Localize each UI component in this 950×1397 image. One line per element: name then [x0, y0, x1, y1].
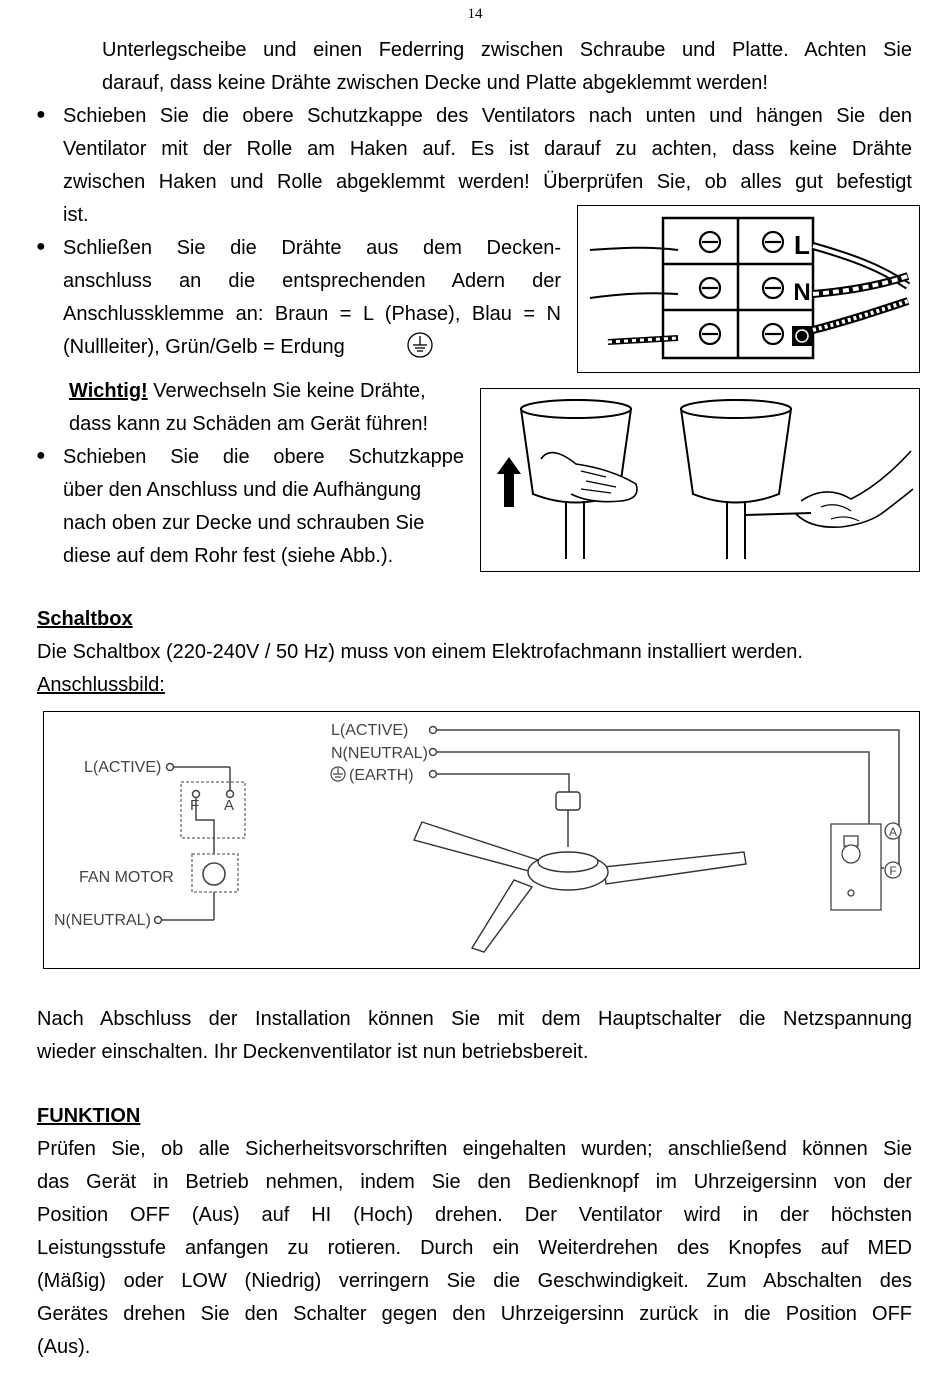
intro-paragraph	[102, 34, 912, 100]
after-install-paragraph	[37, 1003, 912, 1069]
label-n-neutral-left: N(NEUTRAL)	[54, 912, 151, 929]
canopy-figure	[480, 388, 920, 572]
text-line: diese auf dem Rohr fest (siehe Abb.).	[63, 545, 394, 567]
text-line: Ventilator mit der Rolle am Haken auf. Es ist darauf zu achten, dass keine Drähte	[63, 138, 912, 160]
text-line: Leistungsstufe anfangen zu rotieren. Durch ein Weiterdrehen des Knopfes auf MED	[37, 1237, 912, 1259]
text-line: Prüfen Sie, ob alle Sicherheitsvorschriften eingehalten wurden; anschließend können Sie	[37, 1138, 912, 1160]
page-number: 14	[467, 6, 483, 22]
wiring-diagram-label: Anschlussbild:	[37, 674, 165, 696]
text-line: (Aus).	[37, 1336, 91, 1358]
label-l-active-left: L(ACTIVE)	[84, 759, 162, 776]
important-label: Wichtig!	[69, 380, 148, 402]
wiring-diagram-drawing	[44, 712, 919, 968]
terminal-block-figure	[577, 205, 920, 373]
text-line: Schließen Sie die Drähte aus dem Decken-	[63, 237, 561, 259]
text-line: Gerätes drehen Sie den Schalter gegen den Uhrzeigersinn zurück in die Position OFF	[37, 1303, 912, 1325]
bullet-marker: ●	[36, 106, 46, 123]
terminal-label-l: L	[794, 230, 810, 260]
section-heading-schaltbox: Schaltbox	[37, 608, 133, 630]
text-line: über den Anschluss und die Aufhängung	[63, 479, 422, 501]
text-line: ist.	[63, 204, 89, 226]
earth-symbol-icon	[406, 331, 434, 359]
text-line: Schieben Sie die obere Schutzkappe des Ventilators nach unten und hängen Sie den	[63, 105, 912, 127]
text-line: darauf, dass keine Drähte zwischen Decke und Platte abgeklemmt werden!	[102, 72, 768, 94]
schaltbox-text: Die Schaltbox (220-240V / 50 Hz) muss von einem Elektrofachmann installiert werden.	[37, 641, 803, 663]
text-line: nach oben zur Decke und schrauben Sie	[63, 512, 425, 534]
bullet-marker: ●	[36, 447, 46, 464]
label-f-left: F	[190, 797, 200, 814]
text-line: Schieben Sie die obere Schutzkappe	[63, 446, 464, 468]
bullet-paragraph-connect-wires	[63, 232, 561, 364]
label-fan-motor: FAN MOTOR	[79, 869, 174, 886]
label-earth-right: (EARTH)	[349, 767, 414, 784]
bullet-marker: ●	[36, 238, 46, 255]
text-line: anschluss an die entsprechenden Adern der	[63, 270, 561, 292]
text-line: Anschlussklemme an: Braun = L (Phase), Blau = N	[63, 303, 561, 325]
label-a-right: A	[888, 825, 898, 839]
terminal-label-n: N	[793, 279, 811, 306]
text-line: das Gerät in Betrieb nehmen, indem Sie den Bedienknopf im Uhrzeigersinn von der	[37, 1171, 912, 1193]
text-line: (Nullleiter), Grün/Gelb = Erdung	[63, 336, 345, 358]
text-line: dass kann zu Schäden am Gerät führen!	[69, 413, 429, 435]
terminal-block-drawing	[578, 206, 919, 372]
wiring-diagram	[43, 711, 920, 969]
earth-icon	[331, 767, 345, 781]
text-line: wieder einschalten. Ihr Deckenventilator ist nun betriebsbereit.	[37, 1041, 589, 1063]
text-line: Position OFF (Aus) auf HI (Hoch) drehen. Der Ventilator wird in der höchsten	[37, 1204, 912, 1226]
label-l-active-right: L(ACTIVE)	[331, 722, 409, 739]
important-note	[69, 375, 469, 441]
text-line: (Mäßig) oder LOW (Niedrig) verringern Sie die Geschwindigkeit. Zum Abschalten des	[37, 1270, 912, 1292]
text-line	[69, 375, 469, 408]
label-a-left: A	[224, 797, 235, 814]
important-text: Verwechseln Sie keine Drähte,	[147, 380, 426, 402]
text-line: Nach Abschluss der Installation können Sie mit dem Hauptschalter die Netzspannung	[37, 1008, 912, 1030]
funktion-section	[37, 1100, 912, 1364]
bullet-paragraph-cap	[63, 441, 464, 573]
schaltbox-section	[37, 603, 917, 702]
canopy-drawing	[481, 389, 919, 571]
label-f-right: F	[889, 864, 897, 878]
label-n-neutral-right: N(NEUTRAL)	[331, 745, 428, 762]
section-heading-funktion: FUNKTION	[37, 1105, 141, 1127]
text-line: Unterlegscheibe und einen Federring zwischen Schraube und Platte. Achten Sie	[102, 39, 912, 61]
text-line: zwischen Haken und Rolle abgeklemmt werden! Überprüfen Sie, ob alles gut befestigt	[63, 171, 912, 193]
